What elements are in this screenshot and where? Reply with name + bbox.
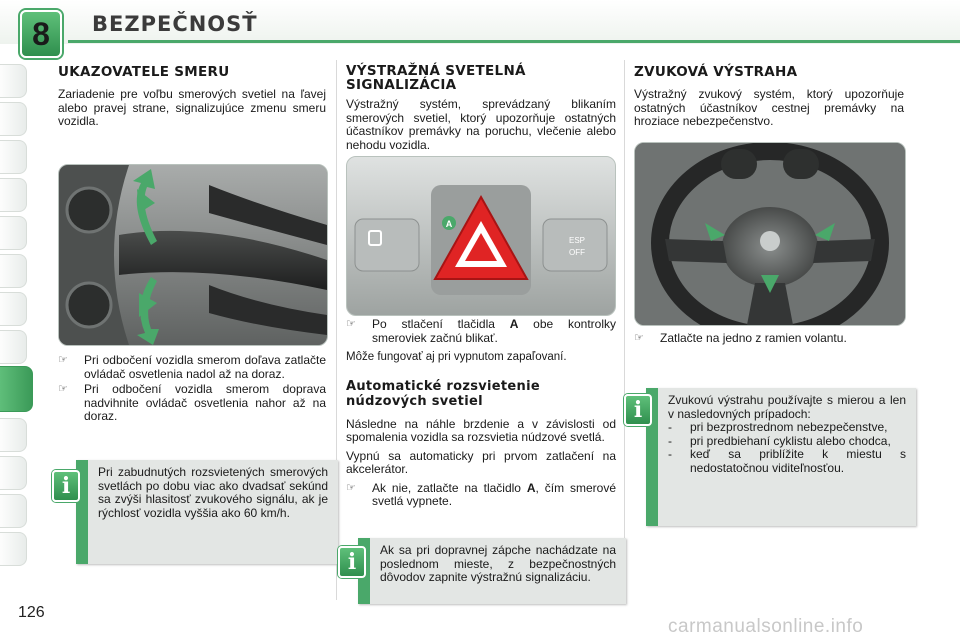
bullet-text: Pri odbočení vozidla smerom doľava zatlačte ovládač osvetlenia nadol až na doraz.	[84, 353, 326, 381]
hazard-instructions	[346, 318, 616, 509]
turn-signal-stalk-image	[58, 164, 328, 346]
chapter-tab[interactable]	[0, 216, 27, 250]
info-list-item	[668, 448, 906, 475]
info-list-text: pri bezprostrednom nebezpečenstve,	[690, 420, 888, 434]
column-divider	[624, 60, 625, 600]
section-heading: ZVUKOVÁ VÝSTRAHA	[634, 64, 798, 80]
button-a-ref: A	[509, 317, 519, 331]
button-a-ref: A	[526, 480, 536, 495]
hazard-lights-section	[346, 64, 616, 152]
bullet-text: Zatlačte na jedno z ramien volantu.	[660, 331, 847, 345]
bullet-item	[346, 318, 616, 345]
bullet-text: Po stlačení tlačidla	[372, 317, 510, 331]
turn-signal-bullets	[58, 354, 326, 424]
chapter-tab[interactable]	[0, 64, 27, 98]
info-list-text: pri predbiehaní cyklistu alebo chodca,	[690, 433, 891, 448]
chapter-tab[interactable]	[0, 330, 27, 364]
esp-label: ESP	[568, 236, 586, 245]
bullet-arrow-icon: ☞	[58, 383, 68, 395]
chapter-tab[interactable]	[0, 140, 27, 174]
bullet-text: , čím smerové svetlá vypnete.	[372, 480, 616, 508]
dash-icon: -	[668, 420, 672, 434]
bullet-arrow-icon: ☞	[346, 481, 356, 494]
chapter-tab[interactable]	[0, 254, 27, 288]
info-box-content	[658, 388, 916, 481]
dash-icon: -	[668, 447, 672, 461]
watermark: carmanualsonline.info	[668, 616, 864, 637]
section-heading: UKAZOVATELE SMERU	[58, 64, 230, 80]
page-number: 126	[18, 604, 45, 621]
bullet-text: obe kontrolky smeroviek začnú blikať.	[372, 317, 617, 345]
note-text: Môže fungovať aj pri vypnutom zapaľovaní.	[346, 351, 567, 363]
section-intro: Výstražný systém, sprevádzaný blikaním smerových svetiel, ktorý upozorňuje ostatných účastníkov premávky na poruchu, vlečenie alebo nehodu vozidla.	[346, 97, 616, 152]
horn-instructions	[634, 332, 904, 346]
turn-signals-section	[58, 64, 326, 129]
chapter-badge	[20, 10, 62, 58]
header-rule	[68, 40, 960, 43]
info-list-text: keď sa priblížite k miestu s nedostatočnou viditeľnosťou.	[690, 447, 906, 475]
paragraph: Následne na náhle brzdenie a v závislosti od spomalenia vozidla sa rozsvietia núdzové svetlá.	[346, 416, 616, 444]
bullet-arrow-icon: ☞	[58, 354, 68, 366]
info-box	[646, 388, 916, 526]
bullet-text: Ak nie, zatlačte na tlačidlo	[372, 480, 527, 495]
off-label: OFF	[569, 248, 585, 257]
chapter-number: 8	[32, 16, 50, 52]
steering-wheel-image	[634, 142, 906, 326]
paragraph: Vypnú sa automaticky pri prvom zatlačení na akcelerátor.	[346, 448, 616, 476]
chapter-tab[interactable]	[0, 456, 27, 490]
bullet-arrow-icon: ☞	[346, 318, 356, 330]
page-title: BEZPEČNOSŤ	[92, 12, 258, 36]
horn-section	[634, 64, 904, 129]
chapter-tab[interactable]	[0, 102, 27, 136]
info-icon: i	[52, 470, 80, 502]
bullet-text: Pri odbočení vozidla smerom doprava nadvihnite ovládač osvetlenia nahor až na doraz.	[84, 382, 326, 423]
hazard-illustration	[347, 157, 615, 315]
chapter-tab[interactable]	[0, 292, 27, 326]
info-text: Ak sa pri dopravnej zápche nachádzate na poslednom mieste, z bezpečnostných dôvodov zapnite výstražnú signalizáciu.	[380, 543, 616, 584]
bullet-item	[58, 354, 326, 381]
hazard-button-image	[346, 156, 616, 316]
chapter-tab[interactable]	[0, 178, 27, 212]
bullet-item	[58, 383, 326, 424]
chapter-tab[interactable]	[0, 494, 27, 528]
chapter-tab[interactable]	[0, 532, 27, 566]
steering-illustration	[635, 143, 905, 325]
bullet-arrow-icon: ☞	[634, 332, 644, 344]
callout-a-label: A	[445, 219, 453, 229]
info-list-item	[668, 421, 906, 435]
info-text: Pri zabudnutých rozsvietených smerových svetlách po dobu viac ako dvadsať sekúnd sa zvýši hlasitosť zvukového signálu, ak je rýchlosť vozidla vyššia ako 60 km/h.	[98, 465, 328, 520]
chapter-tab[interactable]	[0, 418, 27, 452]
chapter-tab-active[interactable]	[0, 366, 33, 412]
section-intro: Výstražný zvukový systém, ktorý upozorňuje ostatných účastníkov cestnej premávky na hroziace nebezpečenstvo.	[634, 87, 904, 128]
info-icon: i	[338, 546, 366, 578]
stalk-illustration	[59, 165, 327, 345]
info-text: Zvukovú výstrahu používajte s mierou a len v nasledovných prípadoch:	[668, 393, 906, 421]
info-list-item	[668, 435, 906, 449]
info-box	[358, 538, 626, 604]
info-icon: i	[624, 394, 652, 426]
section-intro: Zariadenie pre voľbu smerových svetiel na ľavej alebo pravej strane, signalizujúce zmenu smeru vozidla.	[58, 87, 326, 128]
section-heading: VÝSTRAŽNÁ SVETELNÁ SIGNALIZÁCIA	[346, 63, 526, 93]
info-box	[76, 460, 338, 564]
bullet-item	[346, 482, 616, 509]
dash-icon: -	[668, 433, 672, 448]
subheading: Automatické rozsvietenie núdzových svetiel	[346, 378, 540, 409]
bullet-item	[634, 332, 904, 346]
